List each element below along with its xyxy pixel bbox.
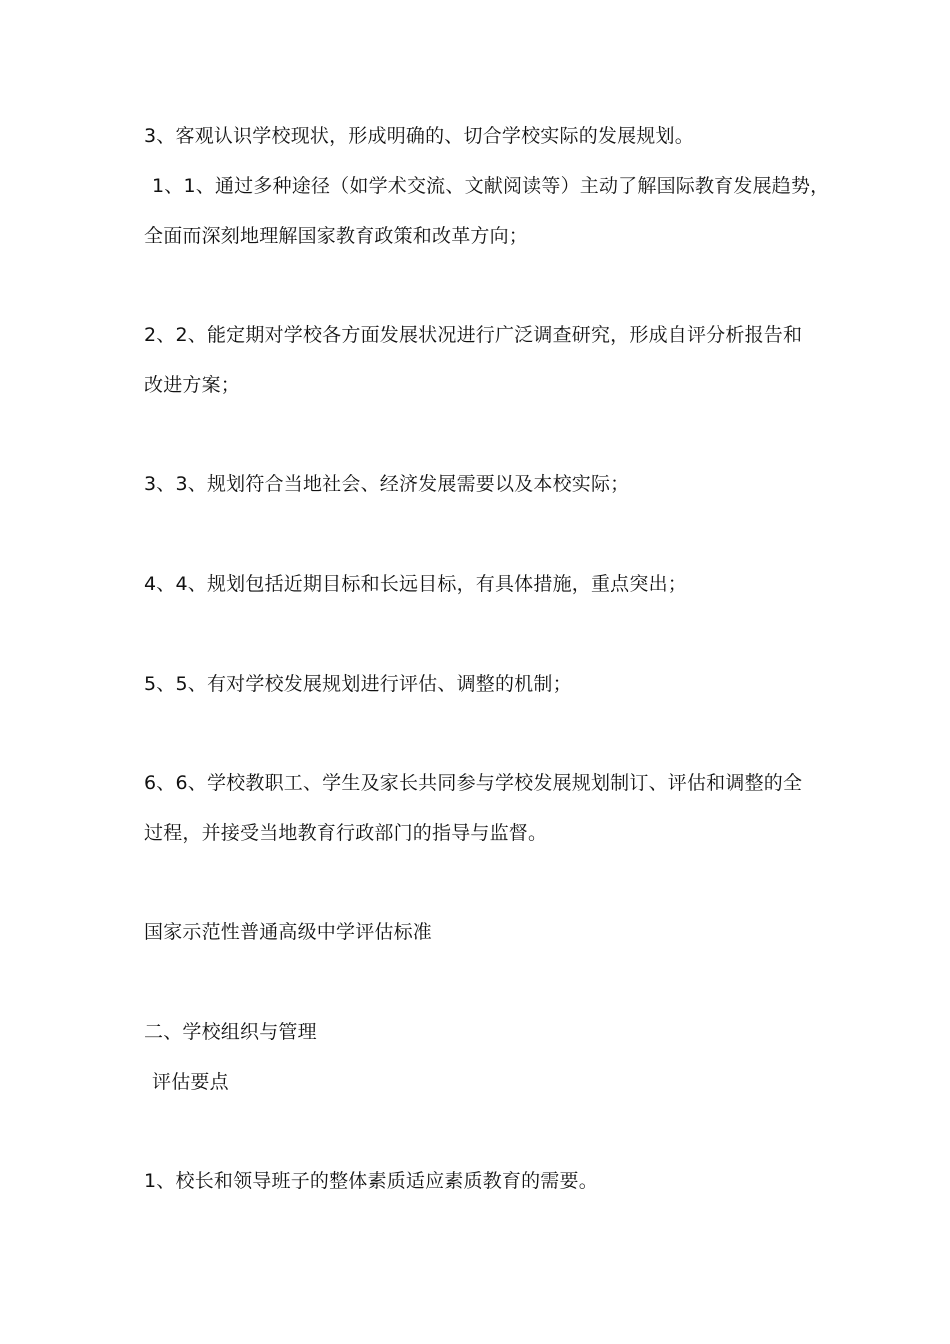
- text-line: 5、5、有对学校发展规划进行评估、调整的机制；: [144, 673, 572, 695]
- text-line: 1、校长和领导班子的整体素质适应素质教育的需要。: [144, 1170, 598, 1192]
- text-line: 2、2、能定期对学校各方面发展状况进行广泛调查研究，形成自评分析报告和: [144, 324, 803, 346]
- section-title: 国家示范性普通高级中学评估标准: [144, 921, 433, 943]
- text-line: 1、1、通过多种途径（如学术交流、文献阅读等）主动了解国际教育发展趋势，: [152, 175, 830, 197]
- text-line: 3、3、规划符合当地社会、经济发展需要以及本校实际；: [144, 473, 630, 495]
- text-line: 改进方案；: [144, 374, 241, 396]
- text-line: 过程，并接受当地教育行政部门的指导与监督。: [144, 822, 548, 844]
- text-line: 6、6、学校教职工、学生及家长共同参与学校发展规划制订、评估和调整的全: [144, 772, 803, 794]
- text-line: 全面而深刻地理解国家教育政策和改革方向；: [144, 225, 529, 247]
- section-heading: 二、学校组织与管理: [144, 1021, 317, 1043]
- text-line: 4、4、规划包括近期目标和长远目标，有具体措施，重点突出；: [144, 573, 687, 595]
- subheading: 评估要点: [152, 1071, 229, 1093]
- text-line: 3、客观认识学校现状，形成明确的、切合学校实际的发展规划。: [144, 125, 694, 147]
